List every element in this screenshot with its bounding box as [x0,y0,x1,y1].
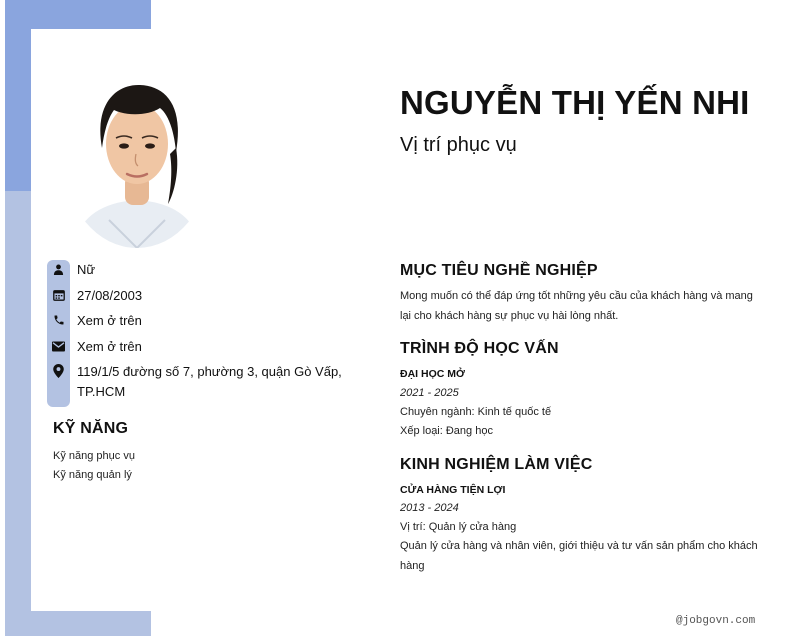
education-major: Chuyên ngành: Kinh tế quốc tế [400,406,552,418]
experience-title: KINH NGHIỆM LÀM VIỆC [400,456,593,473]
education-title: TRÌNH ĐỘ HỌC VẤN [400,340,559,357]
info-address [47,362,367,402]
experience-desc-line-1: Quản lý cửa hàng và nhân viên, giới thiệu và tư vấn sản phẩm cho khách [400,540,758,552]
experience-desc-line-2: hàng [400,559,425,572]
info-email [47,337,367,357]
info-gender [47,260,367,280]
position-title: Vị trí phục vụ [400,134,517,156]
phone-icon [47,311,70,329]
experience-company: CỬA HÀNG TIỆN LỢI [400,484,506,496]
skill-item: Kỹ năng phục vụ [53,450,135,462]
calendar-icon [47,286,70,304]
mail-icon [47,337,70,355]
address-value [77,362,342,402]
experience-role: Vị trí: Quản lý cửa hàng [400,521,517,533]
skill-item: Kỹ năng quản lý [53,469,132,481]
objective-line-1: Mong muốn có thể đáp ứng tốt những yêu cầu của khách hàng và mang [400,290,753,302]
phone-value: Xem ở trên [77,313,142,328]
address-line-2: TP.HCM [77,384,126,399]
person-icon [47,260,70,278]
experience-period: 2013 - 2024 [400,502,459,514]
gender-value: Nữ [77,262,96,277]
candidate-name: NGUYỄN THỊ YẾN NHI [400,84,750,121]
education-school: ĐẠI HỌC MỞ [400,368,465,380]
info-phone [47,311,367,331]
info-birthdate [47,286,367,306]
education-period: 2021 - 2025 [400,387,459,399]
birthdate-value: 27/08/2003 [77,288,143,303]
objective-line-2: lại cho khách hàng sự phục vụ hài lòng nhất. [400,309,619,322]
location-pin-icon [47,362,70,380]
education-rank: Xếp loại: Đang học [400,425,493,437]
objective-text [400,287,770,326]
experience-description [400,537,770,576]
objective-title: MỤC TIÊU NGHỀ NGHIỆP [400,262,598,279]
watermark: @jobgovn.com [676,615,756,627]
email-value: Xem ở trên [77,339,142,354]
address-line-1: 119/1/5 đường số 7, phường 3, quận Gò Vấp, [77,364,342,379]
profile-photo [64,70,210,248]
skills-title: KỸ NĂNG [53,420,129,437]
